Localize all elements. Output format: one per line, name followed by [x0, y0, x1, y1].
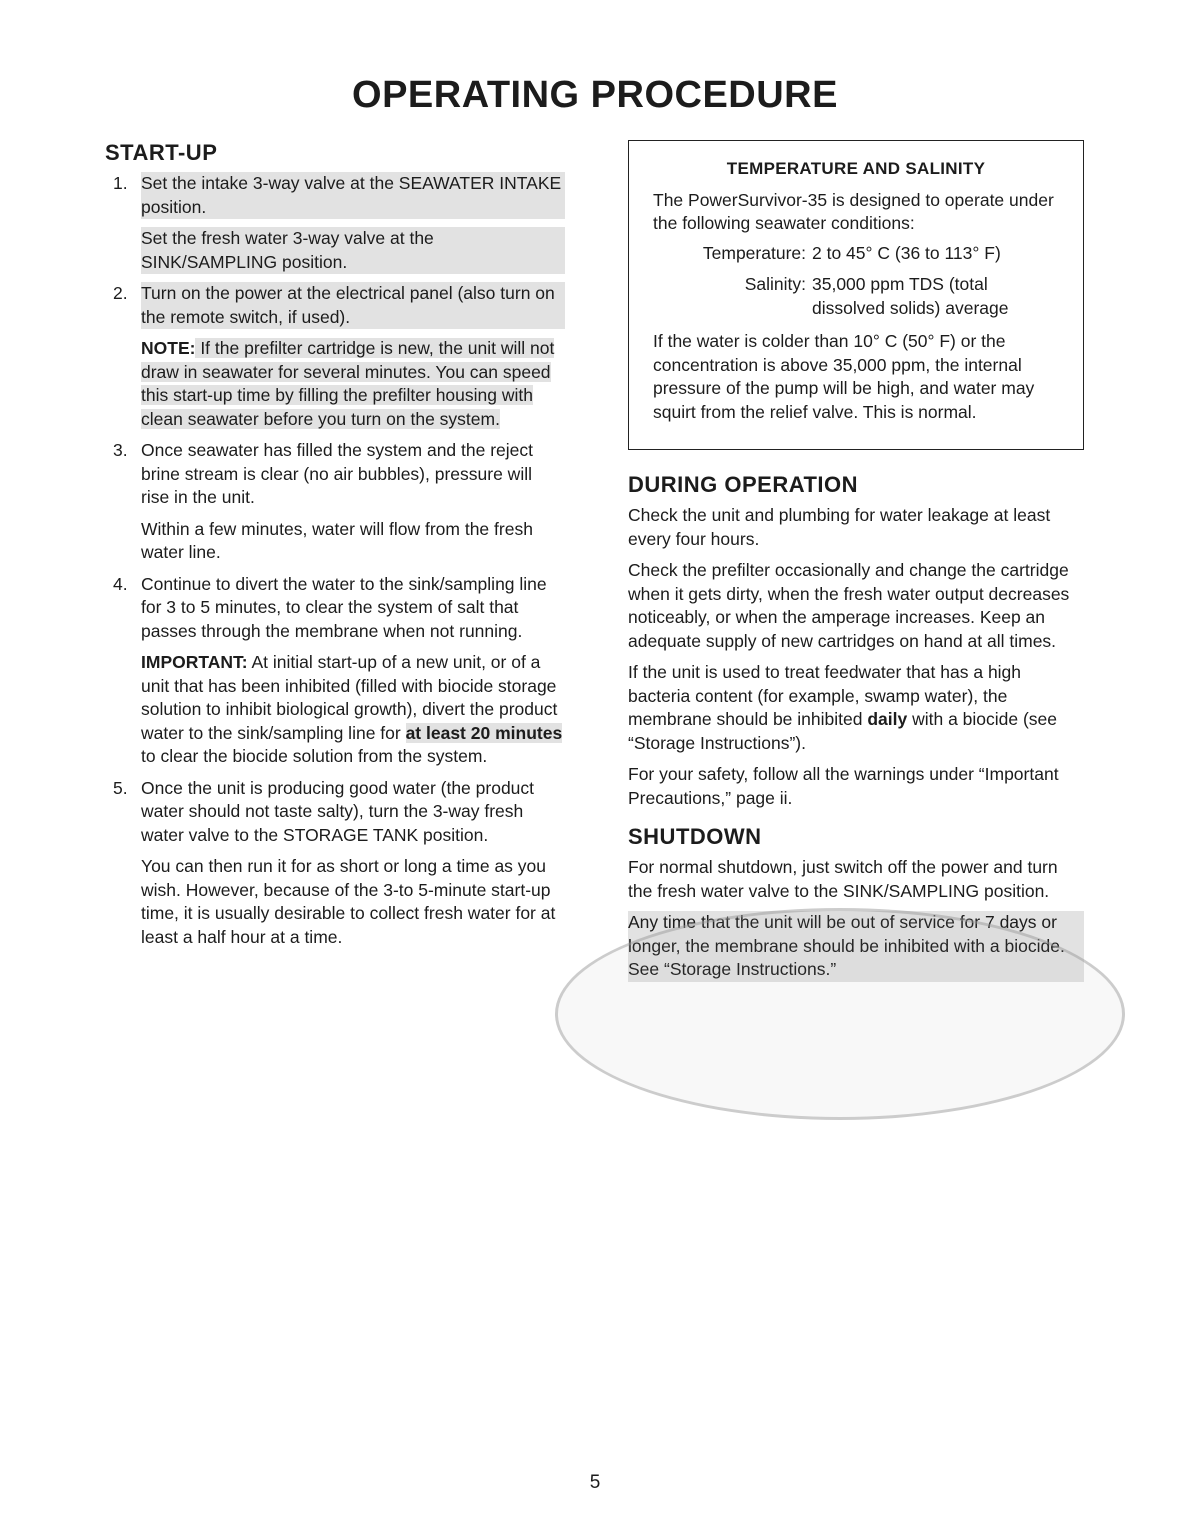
- step-number: 3.: [113, 440, 128, 460]
- step-text: Within a few minutes, water will flow from the fresh water line.: [141, 518, 533, 562]
- during-paragraph: Check the unit and plumbing for water leakage at least every four hours.: [628, 505, 1051, 549]
- temperature-value: 2 to 45° C (36 to 113° F): [812, 242, 1001, 263]
- during-operation-heading: DURING OPERATION: [628, 472, 859, 497]
- step-number: 2.: [113, 283, 128, 303]
- during-paragraph: [628, 661, 1084, 755]
- box-intro: The PowerSurvivor-35 is designed to operate under the following seawater conditions:: [653, 189, 1054, 233]
- important-paragraph: [141, 651, 565, 769]
- step-text: Once seawater has filled the system and the reject brine stream is clear (no air bubbles), pressure will rise in the unit.: [141, 440, 534, 507]
- step-5: [105, 777, 565, 950]
- important-emphasis: at least 20 minutes: [405, 722, 563, 743]
- shutdown-paragraph: For normal shutdown, just switch off the power and turn the fresh water valve to the SINK/SAMPLING position.: [628, 857, 1058, 901]
- page-number: 5: [589, 1472, 601, 1493]
- step-text: Continue to divert the water to the sink/sampling line for 3 to 5 minutes, to clear the system of salt that passes through the membrane when not running.: [141, 573, 547, 641]
- step-2: [105, 282, 565, 431]
- step-1: [105, 172, 565, 274]
- salinity-value: 35,000 ppm TDS (total dissolved solids) average: [812, 274, 1009, 318]
- temperature-salinity-box: [628, 140, 1084, 450]
- note-text: If the prefilter cartridge is new, the unit will not draw in seawater for several minutes. You can speed this start-up time by filling the prefilter housing with clean seawater before you turn on the system.: [141, 338, 555, 429]
- step-text: You can then run it for as short or long a time as you wish. However, because of the 3-to 5-minute start-up time, it is usually desirable to collect fresh water for at least a half hour at a time.: [141, 856, 556, 947]
- right-column: [628, 140, 1084, 982]
- step-number: 1.: [113, 173, 128, 193]
- step-number: 5.: [113, 777, 128, 798]
- step-3: [105, 439, 565, 565]
- step-text: Set the intake 3-way valve at the SEAWATER INTAKE position.: [141, 172, 565, 219]
- during-paragraph: For your safety, follow all the warnings under “Important Precautions,” page ii.: [628, 764, 1059, 808]
- note-label: NOTE:: [141, 338, 196, 358]
- important-text: At initial start-up of a new unit, or of a unit that has been inhibited (filled with biocide storage solution to inhibit biological growth), divert the product water to the sink/sampling line for: [141, 652, 558, 743]
- step-text: Once the unit is producing good water (the product water should not taste salty), turn the 3-way fresh water valve to the STORAGE TANK position.: [141, 777, 535, 845]
- shutdown-heading: SHUTDOWN: [628, 824, 762, 849]
- important-label: IMPORTANT:: [141, 652, 248, 672]
- startup-column: [105, 140, 565, 957]
- salinity-label: Salinity:: [744, 274, 806, 294]
- page-title: OPERATING PROCEDURE: [352, 74, 838, 116]
- box-outro: If the water is colder than 10° C (50° F) or the concentration is above 35,000 ppm, the internal pressure of the pump will be high, and water may squirt from the relief valve. This is normal.: [653, 331, 1035, 422]
- highlight-circle: [555, 908, 1125, 1120]
- during-text-end: with a biocide (see “Storage Instructions”).: [628, 709, 1058, 753]
- startup-heading: START-UP: [105, 140, 218, 165]
- note-paragraph: [141, 337, 565, 431]
- temperature-label: Temperature:: [702, 242, 806, 263]
- step-text: Turn on the power at the electrical panel (also turn on the remote switch, if used).: [141, 282, 565, 329]
- step-text: Set the fresh water 3-way valve at the SINK/SAMPLING position.: [141, 227, 565, 274]
- step-4: [105, 573, 565, 769]
- step-number: 4.: [113, 573, 128, 594]
- daily-emphasis: daily: [867, 709, 908, 729]
- important-text-end: to clear the biocide solution from the system.: [141, 746, 488, 766]
- during-paragraph: Check the prefilter occasionally and change the cartridge when it gets dirty, when the fresh water output decreases noticeably, or when the amperage increases. Keep an adequate supply of new cartridges on hand at all times.: [628, 560, 1070, 651]
- box-heading: TEMPERATURE AND SALINITY: [726, 159, 986, 178]
- shutdown-paragraph: Any time that the unit will be out of service for 7 days or longer, the membrane should be inhibited with a biocide. See “Storage Instructions.”: [628, 911, 1084, 982]
- salinity-row: [653, 273, 1059, 320]
- temperature-row: [653, 242, 1059, 266]
- during-text: If the unit is used to treat feedwater that has a high bacteria content (for example, swamp water), the membrane should be inhibited: [628, 662, 1022, 729]
